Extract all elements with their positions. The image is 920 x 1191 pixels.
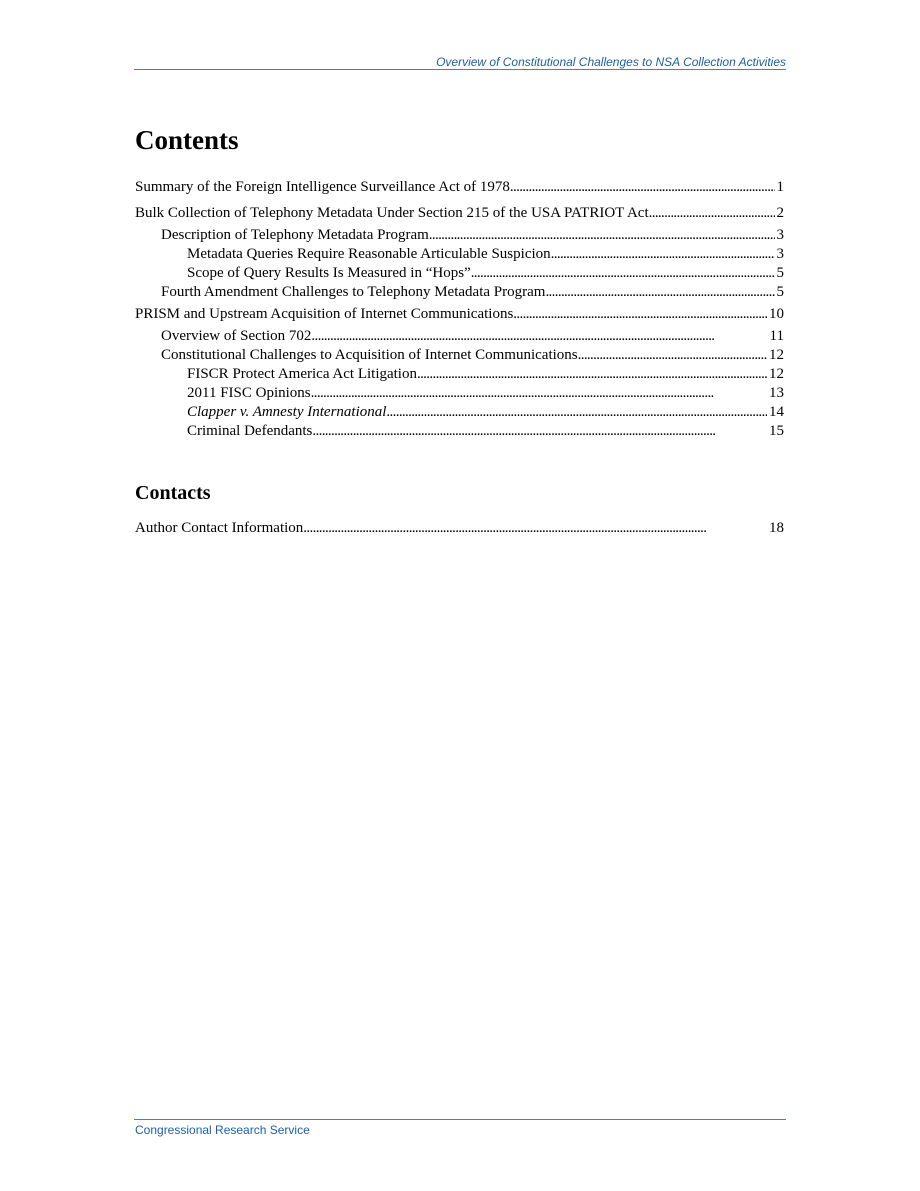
footer-text: Congressional Research Service — [135, 1123, 310, 1137]
dot-leader — [417, 365, 767, 384]
toc-entry-program-description[interactable] — [135, 226, 784, 245]
toc-page-number: 14 — [769, 404, 784, 420]
toc-entry-fisa-summary[interactable] — [135, 178, 784, 197]
toc-page-number: 3 — [776, 246, 784, 262]
running-header: Overview of Constitutional Challenges to NSA Collection Activities — [436, 55, 786, 69]
toc-entry-text: Summary of the Foreign Intelligence Surveillance Act of 1978 — [135, 179, 510, 195]
dot-leader — [510, 178, 775, 197]
dot-leader — [513, 305, 767, 324]
dot-leader — [311, 384, 767, 403]
dot-leader — [551, 245, 775, 264]
dot-leader — [312, 422, 767, 441]
toc-entry-text: Description of Telephony Metadata Program — [161, 227, 429, 243]
contacts-list — [135, 519, 784, 538]
toc-entry-fisc-opinions[interactable] — [135, 384, 784, 403]
toc-entry-text: Fourth Amendment Challenges to Telephony Metadata Program — [161, 284, 546, 300]
dot-leader — [303, 519, 767, 538]
toc-page-number: 2 — [776, 205, 784, 221]
dot-leader — [649, 204, 775, 223]
toc-entry-query-hops[interactable] — [135, 264, 784, 283]
toc-entry-fiscr-litigation[interactable] — [135, 365, 784, 384]
toc-entry-text: Metadata Queries Require Reasonable Articulable Suspicion — [187, 246, 551, 262]
toc-page-number: 12 — [769, 366, 784, 382]
toc-entry-text: Bulk Collection of Telephony Metadata Under Section 215 of the USA PATRIOT Act — [135, 205, 649, 221]
toc-entry-text: Criminal Defendants — [187, 423, 313, 439]
toc-entry-clapper[interactable] — [135, 403, 784, 422]
dot-leader — [386, 403, 767, 422]
dot-leader — [578, 346, 767, 365]
dot-leader — [429, 226, 775, 245]
toc-entry-text: 2011 FISC Opinions — [187, 385, 311, 401]
toc-page-number: 12 — [769, 347, 784, 363]
toc-page-number: 5 — [776, 265, 784, 281]
toc-entry-text: Author Contact Information — [135, 520, 304, 536]
dot-leader — [311, 327, 767, 346]
toc-entry-text: FISCR Protect America Act Litigation — [187, 366, 417, 382]
toc-entry-text: Clapper v. Amnesty International — [187, 404, 387, 420]
toc-entry-text: Overview of Section 702 — [161, 328, 312, 344]
toc-page-number: 1 — [776, 179, 784, 195]
header-rule — [134, 69, 786, 70]
toc-entry-text: Constitutional Challenges to Acquisition of Internet Communications — [161, 347, 578, 363]
toc-entry-section-702[interactable] — [135, 327, 784, 346]
toc-page-number: 13 — [769, 385, 784, 401]
dot-leader — [545, 283, 774, 302]
footer-rule — [134, 1119, 786, 1120]
toc-page-number: 11 — [769, 328, 784, 344]
toc-page-number: 15 — [769, 423, 784, 439]
toc-entry-prism-upstream[interactable] — [135, 305, 784, 324]
dot-leader — [471, 264, 775, 283]
table-of-contents — [135, 178, 784, 441]
toc-entry-text: Scope of Query Results Is Measured in “Hops” — [187, 265, 471, 281]
toc-entry-criminal-defendants[interactable] — [135, 422, 784, 441]
contacts-heading: Contacts — [135, 482, 211, 504]
toc-entry-bulk-collection[interactable] — [135, 204, 784, 223]
toc-page-number: 18 — [769, 520, 784, 536]
contents-heading: Contents — [135, 125, 239, 155]
toc-entry-metadata-queries[interactable] — [135, 245, 784, 264]
toc-page-number: 3 — [776, 227, 784, 243]
toc-entry-constitutional-challenges[interactable] — [135, 346, 784, 365]
toc-page-number: 5 — [776, 284, 784, 300]
toc-entry-text: PRISM and Upstream Acquisition of Internet Communications — [135, 306, 514, 322]
toc-entry-author-contact[interactable] — [135, 519, 784, 538]
toc-page-number: 10 — [769, 306, 784, 322]
toc-entry-fourth-amendment[interactable] — [135, 283, 784, 302]
